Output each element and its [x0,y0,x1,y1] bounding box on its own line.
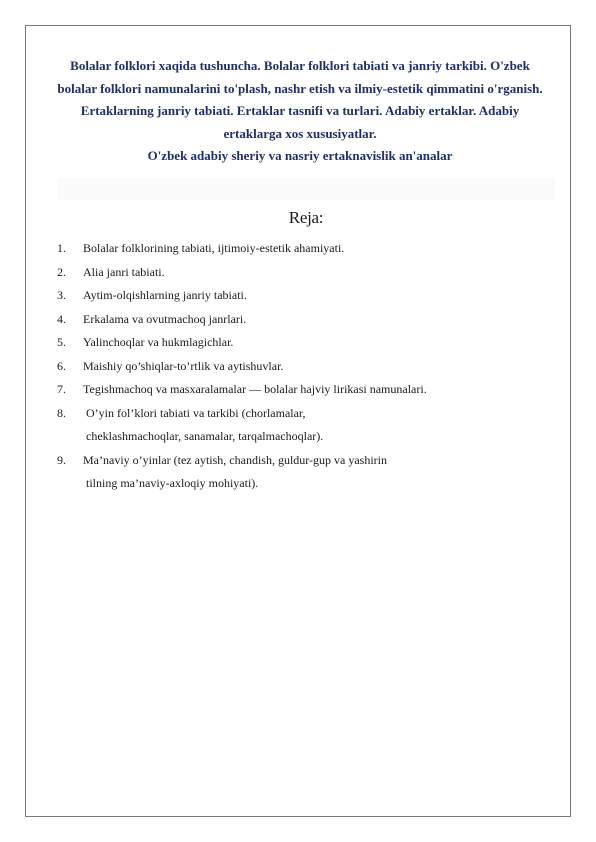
plan-item-number: 2. [57,264,66,279]
plan-item [57,284,557,308]
plan-list [57,237,557,496]
plan-item-text: cheklashmachoqlar, sanamalar, tarqalmachoqlar). [86,429,324,443]
plan-item [57,308,557,332]
plan-item [57,449,557,473]
plan-item-number: 9. [57,452,66,467]
document-title-block [50,55,550,168]
plan-item-text: tilning ma’naviy-axloqiy mohiyati). [86,476,259,490]
plan-item-text: Alia janri tabiati. [83,264,165,279]
plan-item-continuation [57,425,557,449]
plan-item [57,261,557,285]
plan-item-continuation [57,472,557,496]
plan-item-text: O’yin fol’klori tabiati va tarkibi (chorlamalar, [86,405,306,420]
plan-item-text: Erkalama va ovutmachoq janrlari. [83,311,247,326]
document-title: Bolalar folklori xaqida tushuncha. Bolalar folklori tabiati va janriy tarkibi. O'zbek bolalar folklori namunalarini to'plash, nashr etish va ilmiy-estetik qimmatini o'rganish. Ertaklarning janriy tabiati. Ertaklar tasnifi va turlari. Adabiy ertaklar. Adabiy ertaklarga xos xususiyatlar. [57,58,543,141]
plan-item-number: 3. [57,288,66,302]
plan-item-text: Maishiy qo’shiqlar-to’rtlik va aytishuvlar. [83,358,284,373]
plan-item [57,331,557,355]
plan-heading: Reja: [288,208,324,227]
plan-item [57,355,557,379]
plan-item [57,402,557,426]
plan-item-text: Aytim-olqishlarning janriy tabiati. [83,288,247,302]
plan-item-text: Yalinchoqlar va hukmlagichlar. [83,335,234,349]
plan-item [57,378,557,402]
section-band [57,178,555,200]
plan-item-number: 7. [57,382,66,396]
plan-item [57,237,557,261]
plan-item-number: 1. [57,241,66,255]
plan-item-number: 5. [57,335,66,349]
plan-item-text: Ma’naviy o’yinlar (tez aytish, chandish, guldur-gup va yashirin [83,452,388,467]
plan-item-text: Bolalar folklorining tabiati, ijtimoiy-estetik ahamiyati. [83,241,345,255]
document-subtitle: O'zbek adabiy sheriy va nasriy ertaknavislik an'analar [147,148,453,163]
plan-item-number: 8. [57,405,66,420]
plan-item-number: 4. [57,311,66,326]
plan-item-text: Tegishmachoq va masxaralamalar — bolalar hajviy lirikasi namunalari. [83,382,427,396]
plan-item-number: 6. [57,358,66,373]
